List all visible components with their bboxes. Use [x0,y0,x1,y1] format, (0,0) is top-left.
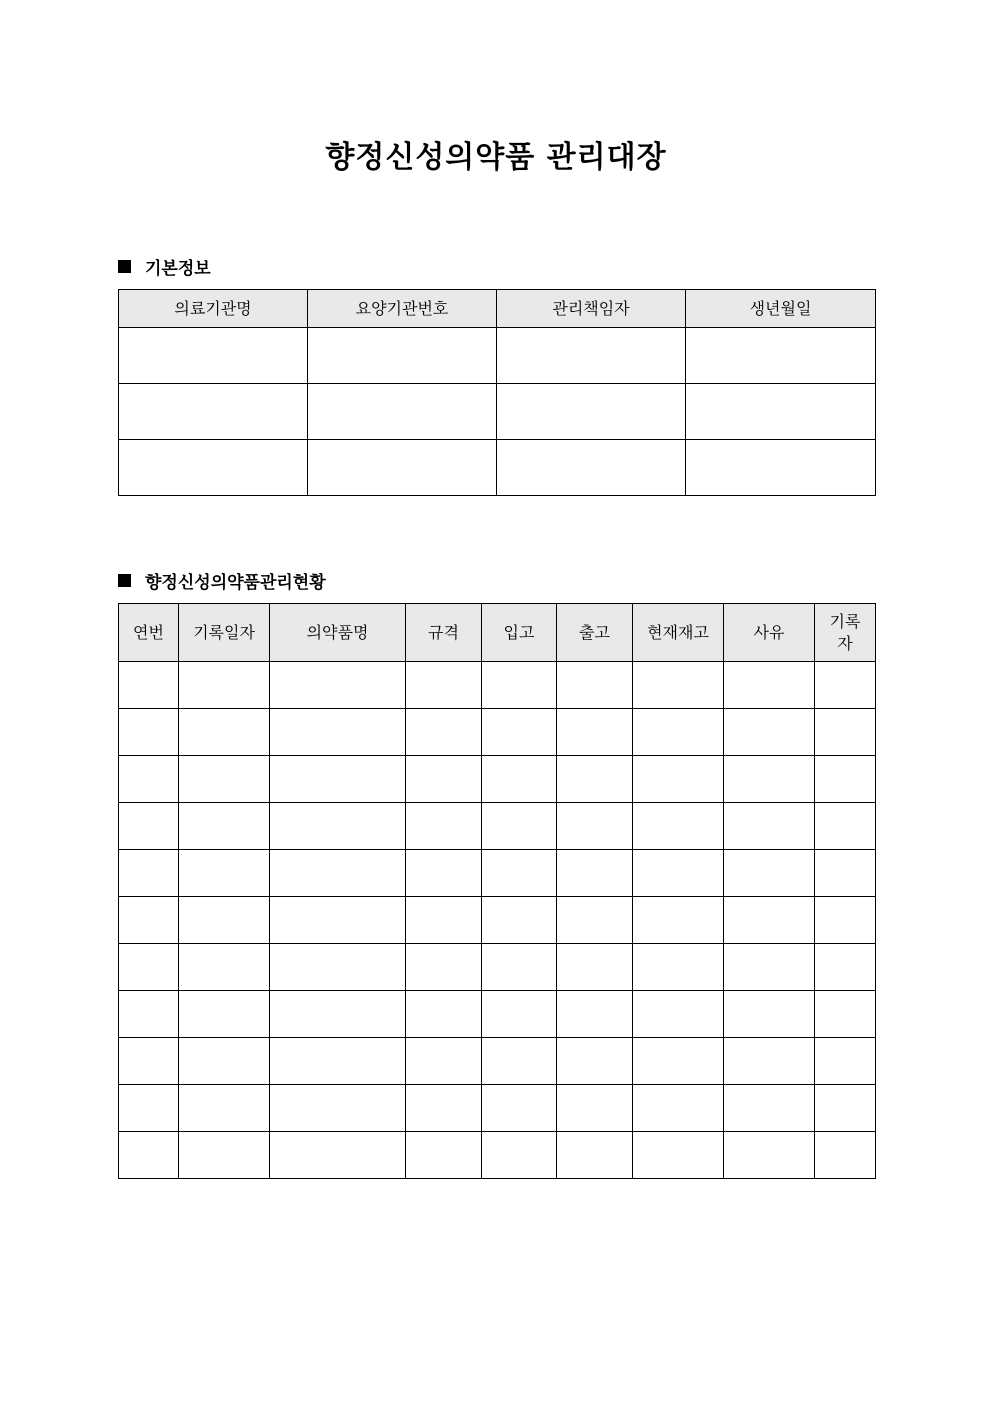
table-cell[interactable] [270,944,406,991]
table-cell[interactable] [406,1132,482,1179]
table-cell[interactable] [270,850,406,897]
table-cell[interactable] [497,384,686,440]
table-cell[interactable] [406,991,482,1038]
square-bullet-icon [118,574,131,587]
table-cell[interactable] [119,384,308,440]
table-cell[interactable] [815,1132,876,1179]
management-status-heading-label: 향정신성의약품관리현황 [145,573,326,593]
table-cell[interactable] [119,756,179,803]
management-status-header-row [119,604,876,662]
table-cell[interactable] [482,709,557,756]
table-cell[interactable] [557,662,633,709]
table-cell[interactable] [482,803,557,850]
page-title: 향정신성의약품 관리대장 [325,140,667,175]
table-cell[interactable] [270,756,406,803]
management-status-heading [118,568,326,593]
table-cell[interactable] [724,1132,815,1179]
management-status-row [119,662,876,709]
table-cell[interactable] [557,897,633,944]
table-cell[interactable] [482,850,557,897]
table-cell[interactable] [557,1085,633,1132]
column-header-record-date: 기록일자 [179,604,270,662]
table-cell[interactable] [724,1085,815,1132]
management-status-row [119,897,876,944]
table-cell[interactable] [724,991,815,1038]
management-status-row [119,803,876,850]
table-cell[interactable] [119,991,179,1038]
table-cell[interactable] [557,803,633,850]
table-cell[interactable] [119,1038,179,1085]
management-status-table [118,603,876,1179]
table-cell[interactable] [815,709,876,756]
column-header-institution-number: 요양기관번호 [308,290,497,328]
table-cell[interactable] [633,1085,724,1132]
management-status-row [119,709,876,756]
table-cell[interactable] [119,897,179,944]
table-cell[interactable] [179,756,270,803]
management-status-row [119,944,876,991]
management-status-row [119,850,876,897]
table-cell[interactable] [815,803,876,850]
table-cell[interactable] [557,991,633,1038]
table-cell[interactable] [497,328,686,384]
table-cell[interactable] [724,944,815,991]
table-cell[interactable] [482,944,557,991]
table-cell[interactable] [815,944,876,991]
table-cell[interactable] [482,897,557,944]
column-header-outgoing: 출고 [557,604,633,662]
table-cell[interactable] [119,803,179,850]
table-cell[interactable] [406,944,482,991]
basic-info-heading-label: 기본정보 [145,259,211,279]
table-cell[interactable] [270,897,406,944]
table-cell[interactable] [815,1038,876,1085]
table-cell[interactable] [179,991,270,1038]
table-cell[interactable] [179,662,270,709]
table-cell[interactable] [633,850,724,897]
management-status-row [119,756,876,803]
table-cell[interactable] [308,328,497,384]
table-cell[interactable] [633,756,724,803]
table-cell[interactable] [633,897,724,944]
table-cell[interactable] [406,1085,482,1132]
table-cell[interactable] [482,756,557,803]
table-cell[interactable] [482,662,557,709]
column-header-specification: 규격 [406,604,482,662]
table-cell[interactable] [270,1085,406,1132]
table-cell[interactable] [119,328,308,384]
table-cell[interactable] [633,1038,724,1085]
table-cell[interactable] [724,662,815,709]
table-cell[interactable] [497,440,686,496]
table-cell[interactable] [406,803,482,850]
management-status-row [119,1085,876,1132]
table-cell[interactable] [270,662,406,709]
table-cell[interactable] [179,850,270,897]
table-cell[interactable] [406,709,482,756]
table-cell[interactable] [724,756,815,803]
table-cell[interactable] [482,991,557,1038]
table-cell[interactable] [815,991,876,1038]
table-cell[interactable] [724,709,815,756]
square-bullet-icon [118,260,131,273]
column-header-manager: 관리책임자 [497,290,686,328]
table-cell[interactable] [724,897,815,944]
table-cell[interactable] [633,803,724,850]
table-cell[interactable] [179,1132,270,1179]
table-cell[interactable] [406,897,482,944]
table-cell[interactable] [686,384,876,440]
table-cell[interactable] [119,662,179,709]
table-cell[interactable] [270,1038,406,1085]
table-cell[interactable] [633,709,724,756]
table-cell[interactable] [633,944,724,991]
table-cell[interactable] [179,1038,270,1085]
management-status-row [119,1132,876,1179]
table-cell[interactable] [482,1038,557,1085]
column-header-reason: 사유 [724,604,815,662]
basic-info-header-row [119,290,876,328]
basic-info-heading [118,254,211,279]
table-cell[interactable] [270,1132,406,1179]
basic-info-row [119,384,876,440]
table-cell[interactable] [270,709,406,756]
table-cell[interactable] [179,897,270,944]
basic-info-row [119,328,876,384]
table-cell[interactable] [724,850,815,897]
table-cell[interactable] [179,1085,270,1132]
table-cell[interactable] [179,709,270,756]
table-cell[interactable] [815,1085,876,1132]
table-cell[interactable] [633,662,724,709]
table-cell[interactable] [119,440,308,496]
management-status-row [119,991,876,1038]
column-header-incoming: 입고 [482,604,557,662]
table-cell[interactable] [633,991,724,1038]
table-cell[interactable] [270,991,406,1038]
table-cell[interactable] [686,328,876,384]
column-header-recorder: 기록자 [815,604,876,662]
table-cell[interactable] [815,850,876,897]
table-cell[interactable] [815,897,876,944]
table-cell[interactable] [119,944,179,991]
table-cell[interactable] [406,850,482,897]
table-cell[interactable] [815,662,876,709]
table-cell[interactable] [270,803,406,850]
table-cell[interactable] [119,850,179,897]
table-cell[interactable] [815,756,876,803]
table-cell[interactable] [724,803,815,850]
table-cell[interactable] [308,384,497,440]
table-cell[interactable] [119,1085,179,1132]
basic-info-table [118,289,876,496]
table-cell[interactable] [557,1132,633,1179]
column-header-institution-name: 의료기관명 [119,290,308,328]
table-cell[interactable] [119,709,179,756]
table-cell[interactable] [557,756,633,803]
table-cell[interactable] [482,1132,557,1179]
table-cell[interactable] [724,1038,815,1085]
basic-info-row [119,440,876,496]
table-cell[interactable] [119,1132,179,1179]
column-header-birth-date: 생년월일 [686,290,876,328]
table-cell[interactable] [557,709,633,756]
table-cell[interactable] [308,440,497,496]
table-cell[interactable] [179,803,270,850]
table-cell[interactable] [406,756,482,803]
table-cell[interactable] [557,850,633,897]
table-cell[interactable] [557,1038,633,1085]
table-cell[interactable] [686,440,876,496]
table-cell[interactable] [482,1085,557,1132]
management-status-row [119,1038,876,1085]
table-cell[interactable] [557,944,633,991]
column-header-serial-number: 연번 [119,604,179,662]
table-cell[interactable] [406,1038,482,1085]
table-cell[interactable] [406,662,482,709]
column-header-current-stock: 현재재고 [633,604,724,662]
table-cell[interactable] [179,944,270,991]
column-header-drug-name: 의약품명 [270,604,406,662]
table-cell[interactable] [633,1132,724,1179]
